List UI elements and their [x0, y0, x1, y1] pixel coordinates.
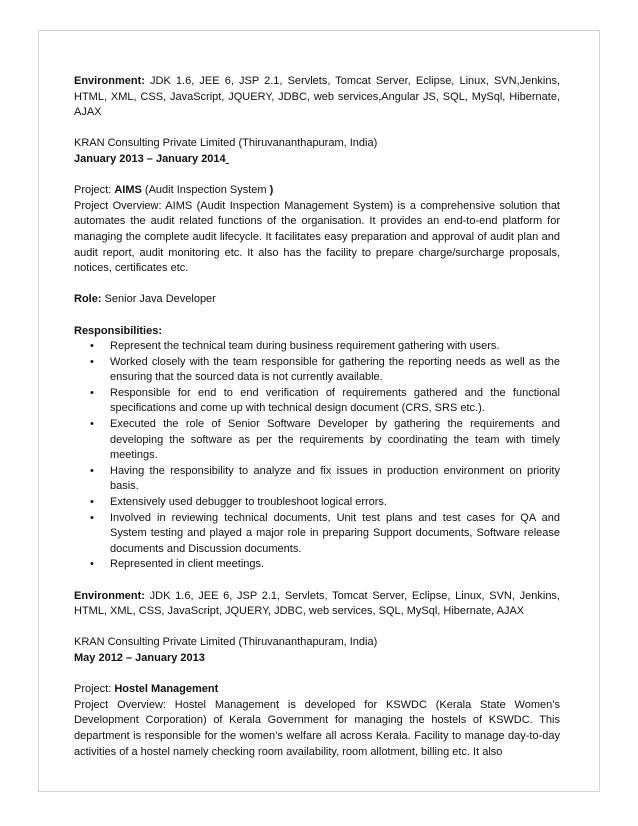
bullet-icon: • — [90, 464, 94, 477]
list-item: • Represent the technical team during business requirement gathering with users. — [74, 339, 560, 355]
environment-label: Environment: — [74, 589, 145, 602]
environment-label: Environment: — [74, 75, 145, 87]
project-line: Project: Hostel Management — [74, 683, 219, 696]
list-item: • Executed the role of Senior Software Developer by gathering the requirements and developing the software as per the requirements by coordinating the team with timely meetings. — [90, 418, 560, 462]
list-item: • Worked closely with the team responsible for gathering the reporting needs as well as the ensuring that the sourced data is not currently available. — [90, 355, 560, 384]
project-name: AIMS — [114, 184, 142, 197]
company-name: KRAN Consulting Private Limited (Thiruvananthapuram, India) — [74, 636, 378, 649]
list-item: • Represented in client meetings. — [74, 557, 560, 573]
project-name: Hostel Management — [114, 683, 219, 696]
bullet-icon: • — [90, 496, 94, 509]
role-line — [74, 292, 560, 308]
bullet-icon: • — [90, 558, 94, 571]
list-item: • Responsible for end to end verification of requirements gathered and the functional specifications and come up with technical design document (CRS, SRS etc.). — [90, 386, 560, 415]
bullet-icon: • — [90, 386, 94, 399]
bullet-icon: • — [90, 511, 94, 524]
list-item: • Involved in reviewing technical documents, Unit test plans and test cases for QA and System testing and played a major role in preparing Support documents, Software release documents and Discussion documents. — [90, 511, 560, 555]
project-overview: Project Overview: Hostel Management is developed for KSWDC (Kerala State Women’s Development Corporation) of Kerala Government for managing the hostels of KSWDC. This department is responsible for the women’s welfare all across Kerala. Facility to manage day-to-day activities of a hostel namely checking room availability, room allotment, billing etc. It also — [74, 698, 560, 758]
environment-text: JDK 1.6, JEE 6, JSP 2.1, Servlets, Tomcat Server, Eclipse, Linux, SVN, Jenkins, HTML, XML, CSS, JavaScript, JQUERY, JDBC, web services, SQL, MySql, Hibernate, AJAX — [74, 589, 560, 618]
employment-period: May 2012 – January 2013 — [74, 651, 205, 664]
list-item: • Having the responsibility to analyze and fix issues in production environment on priority basis. — [90, 464, 560, 493]
document-content — [74, 74, 560, 760]
employment-period: January 2013 – January 2014 — [74, 152, 226, 165]
bullet-icon: • — [90, 340, 94, 353]
list-item: • Extensively used debugger to troubleshoot logical errors. — [74, 495, 560, 511]
environment-text: JDK 1.6, JEE 6, JSP 2.1, Servlets, Tomcat Server, Eclipse, Linux, SVN,Jenkins, HTML, XML, CSS, JavaScript, JQUERY, JDBC, web services,Angular JS, SQL, MySql, Hibernate, AJAX — [74, 75, 560, 119]
project-overview: Project Overview: AIMS (Audit Inspection Management System) is a comprehensive solution that automates the audit related functions of the organisation. It provides an end-to-end platform for managing the complete audit lifecycle. It facilitates easy preparation and approval of audit plan and audit report, audit monitoring etc. It also has the facility to prepare charge/surcharge proposals, notices, certificates etc. — [74, 199, 560, 275]
role-value: Senior Java Developer — [101, 293, 216, 306]
company-name: KRAN Consulting Private Limited (Thiruvananthapuram, India) — [74, 137, 378, 150]
bullet-icon: • — [90, 355, 94, 368]
responsibilities-list — [74, 339, 560, 573]
environment-paragraph-1 — [74, 74, 560, 121]
bullet-icon: • — [90, 418, 94, 431]
environment-paragraph-2 — [74, 589, 560, 620]
responsibilities-label: Responsibilities: — [74, 324, 163, 337]
project-line: Project: AIMS (Audit Inspection System ) — [74, 184, 274, 197]
role-label: Role: — [74, 293, 102, 306]
